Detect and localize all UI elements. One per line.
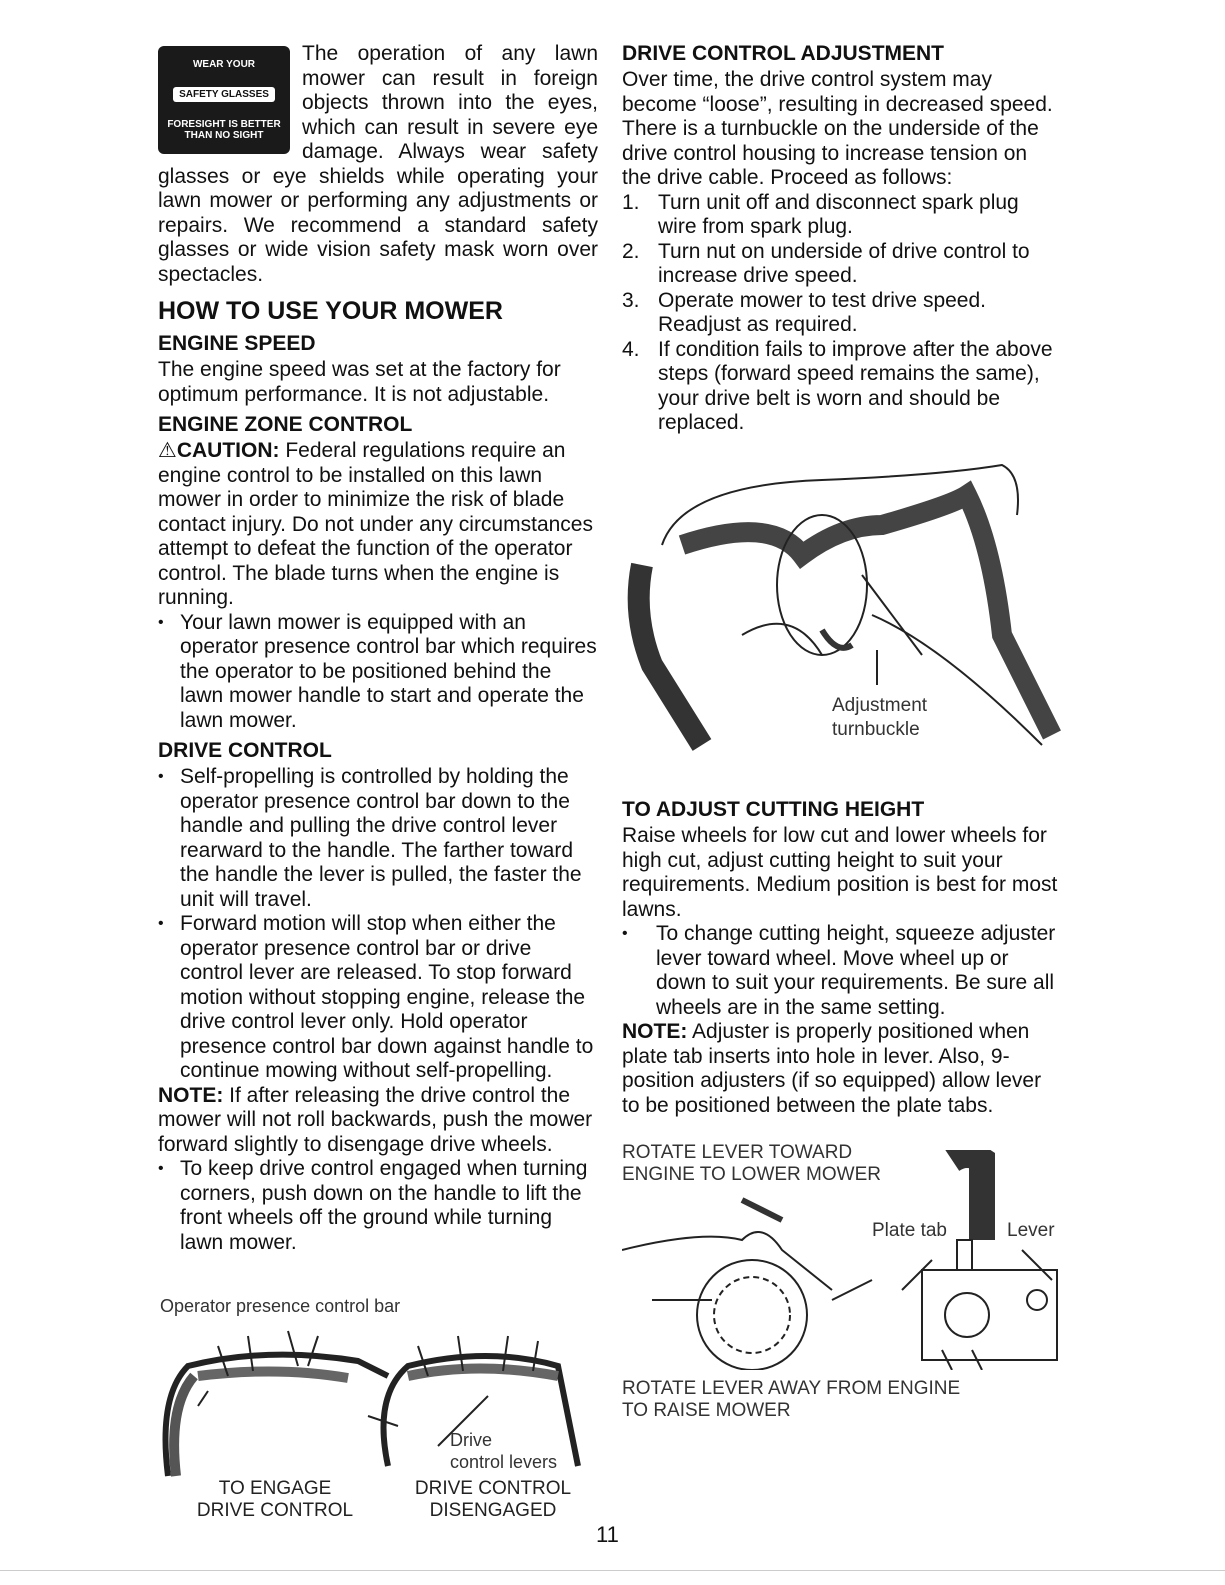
zone-bullets bbox=[158, 611, 598, 734]
note-label: NOTE: bbox=[158, 1083, 224, 1107]
drive-levers-label-2: control levers bbox=[450, 1452, 558, 1472]
step-number: 2. bbox=[622, 239, 640, 263]
list-item: • Forward motion will stop when either the operator presence control bar or drive control lever are released. To stop forward motion without stopping engine, release the drive control lever only. Hold operator presence control bar down against handle to continue mowing without self-propelling. bbox=[158, 912, 598, 1084]
rotate-lower-label: ROTATE LEVER TOWARD ENGINE TO LOWER MOWER bbox=[622, 1142, 881, 1185]
drive-note bbox=[158, 1084, 598, 1158]
safety-glasses-badge bbox=[158, 46, 290, 154]
list-item bbox=[622, 289, 1062, 338]
caption-disengaged: DRIVE CONTROL DISENGAGED bbox=[414, 1478, 572, 1521]
right-column bbox=[622, 42, 1062, 436]
badge-line-3: FORESIGHT IS BETTER THAN NO SIGHT bbox=[167, 119, 281, 142]
height-note bbox=[622, 1020, 1062, 1118]
cutting-height-illustration bbox=[622, 1150, 1062, 1370]
caution-label: CAUTION: bbox=[176, 439, 280, 462]
step-number: 1. bbox=[622, 190, 640, 214]
turnbuckle-illustration bbox=[622, 455, 1062, 755]
page-number: 11 bbox=[596, 1522, 619, 1547]
badge-line-1: WEAR YOUR bbox=[192, 58, 256, 70]
caution-paragraph bbox=[158, 439, 598, 611]
drive-adjust-heading: DRIVE CONTROL ADJUSTMENT bbox=[622, 42, 945, 65]
lever-label: Lever bbox=[1007, 1220, 1055, 1241]
drive-control-illustration bbox=[158, 1316, 598, 1486]
opc-bar-label: Operator presence control bar bbox=[160, 1296, 401, 1316]
step-text: Operate mower to test drive speed. Readjust as required. bbox=[658, 288, 986, 336]
list-item: • Your lawn mower is equipped with an operator presence control bar which requires the operator to be positioned behind the lawn mower handle to start and operate the lawn mower. bbox=[158, 611, 598, 734]
cutting-height-section bbox=[622, 798, 1062, 1118]
left-column bbox=[158, 42, 598, 1255]
adjust-steps bbox=[622, 191, 1062, 436]
caution-icon: ⚠ bbox=[158, 439, 177, 462]
cutting-height-heading: TO ADJUST CUTTING HEIGHT bbox=[622, 798, 925, 821]
page-bottom-edge bbox=[0, 1570, 1225, 1571]
plate-tab-label: Plate tab bbox=[872, 1220, 947, 1241]
cutting-height-text: Raise wheels for low cut and lower wheels for high cut, adjust cutting height to suit your requirements. Medium position is best for most lawns. bbox=[622, 824, 1058, 921]
list-item bbox=[622, 191, 1062, 240]
note-text: If after releasing the drive control the mower will not roll backwards, push the mower forward slightly to disengage drive wheels. bbox=[158, 1083, 593, 1156]
list-item: • To change cutting height, squeeze adjuster lever toward wheel. Move wheel up or down to suit your requirements. Be sure all wheels are in the same setting. bbox=[622, 922, 1062, 1020]
drive-bullets-2 bbox=[158, 1157, 598, 1255]
note-label: NOTE: bbox=[622, 1020, 688, 1043]
engine-zone-heading: ENGINE ZONE CONTROL bbox=[158, 413, 413, 436]
engine-speed-text: The engine speed was set at the factory for optimum performance. It is not adjustable. bbox=[158, 358, 561, 406]
caption-engage: TO ENGAGE DRIVE CONTROL bbox=[196, 1478, 354, 1521]
list-item: • Self-propelling is controlled by holding the operator presence control bar down to the handle and pulling the drive control lever rearward to the handle. The farther toward the handle the lever is pulled, the faster the unit will travel. bbox=[158, 765, 598, 912]
drive-control-heading: DRIVE CONTROL bbox=[158, 739, 332, 762]
step-number: 3. bbox=[622, 288, 640, 312]
height-bullets bbox=[622, 922, 1062, 1020]
note-text: Adjuster is properly positioned when plate tab inserts into hole in lever. Also, 9-position adjusters (if so equipped) allow lever to be positioned between the plate tabs. bbox=[622, 1020, 1042, 1117]
drive-levers-label-1: Drive bbox=[450, 1430, 493, 1450]
step-text: Turn unit off and disconnect spark plug wire from spark plug. bbox=[658, 190, 1019, 238]
step-text: If condition fails to improve after the above steps (forward speed remains the same), your drive belt is worn and should be replaced. bbox=[658, 337, 1053, 434]
rotate-raise-label: ROTATE LEVER AWAY FROM ENGINE TO RAISE MOWER bbox=[622, 1378, 961, 1421]
step-text: Turn nut on underside of drive control to increase drive speed. bbox=[658, 239, 1030, 287]
intro-paragraph: The operation of any lawn mower can result in foreign objects thrown into the eyes, which can result in severe eye damage. Always wear safety glasses or eye shields while operating your lawn mower or performing any adjustments or repairs. We recommend a standard safety glasses or wide vision safety mask worn over spectacles. bbox=[158, 42, 598, 286]
badge-line-2: SAFETY GLASSES bbox=[173, 87, 275, 102]
turnbuckle-label-2: turnbuckle bbox=[832, 719, 920, 740]
list-item: • To keep drive control engaged when turning corners, push down on the handle to lift the front wheels off the ground while turning lawn mower. bbox=[158, 1157, 598, 1255]
step-number: 4. bbox=[622, 337, 640, 361]
main-heading: HOW TO USE YOUR MOWER bbox=[158, 297, 503, 325]
list-item bbox=[622, 240, 1062, 289]
turnbuckle-label-1: Adjustment bbox=[832, 695, 928, 716]
list-item bbox=[622, 338, 1062, 436]
caution-text: Federal regulations require an engine control to be installed on this lawn mower in order to minimize the risk of blade contact injury. Do not under any circumstances attempt to defeat the function of the operator control. The blade turns when the engine is running. bbox=[158, 439, 593, 609]
drive-adjust-text: Over time, the drive control system may become “loose”, resulting in decreased speed. There is a turnbuckle on the underside of the drive control housing to increase tension on the drive cable. Proceed as follows: bbox=[622, 68, 1053, 189]
engine-speed-heading: ENGINE SPEED bbox=[158, 332, 316, 355]
drive-bullets bbox=[158, 765, 598, 1084]
